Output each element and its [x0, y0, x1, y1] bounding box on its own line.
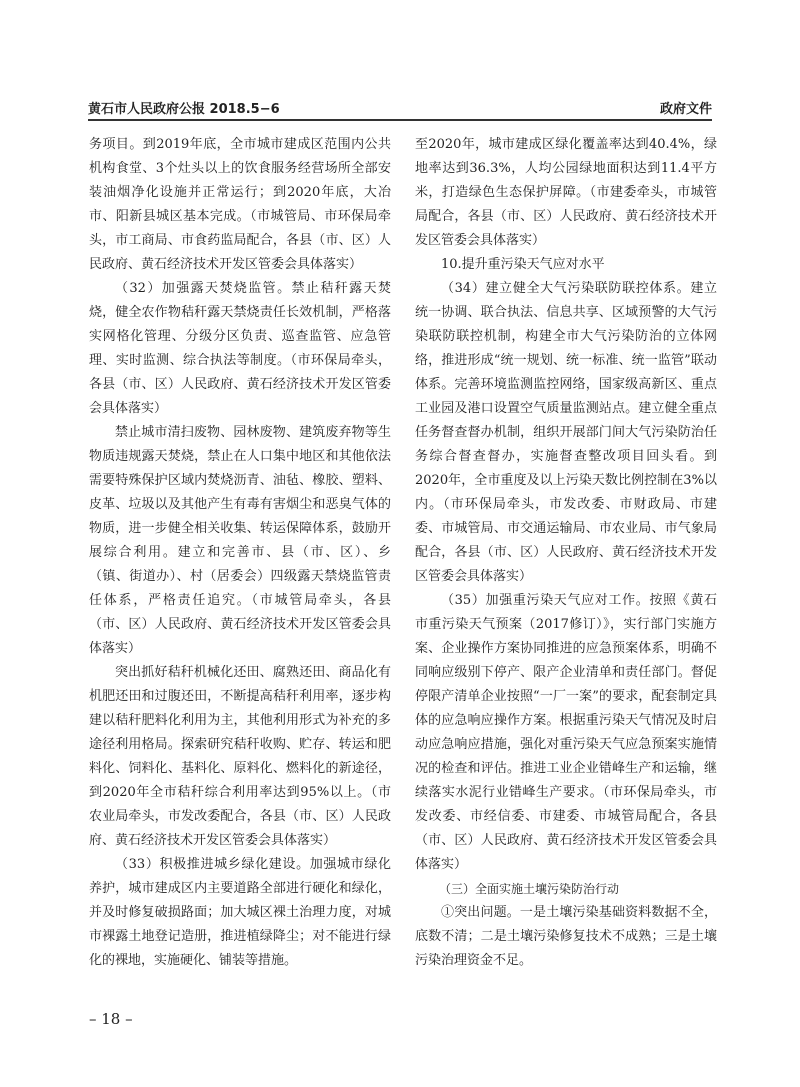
header-publication-title: 黄石市人民政府公报 2018.5−6 [88, 102, 280, 117]
paragraph: ①突出问题。一是土壤污染基础资料数据不全，底数不清；二是土壤污染修复技术不成熟；三是土壤污染治理资金不足。 [415, 905, 717, 968]
paragraph-item-33: （33）积极推进城乡绿化建设。加强城市绿化养护，城市建成区内主要道路全部进行硬化和绿化，并及时修复破损路面；加大城区裸土治理力度，对城市裸露土地登记造册，推进植绿降尘；对不能进行绿化的裸地，实施硬化、铺装等措施。 [89, 857, 391, 968]
right-text-column [415, 133, 717, 973]
subsection-heading: （三）全面实施土壤污染防治行动 [439, 882, 620, 896]
paragraph-item-35: （35）加强重污染天气应对工作。按照《黄石市重污染天气预案（2017修订）》，实行部门实施方案、企业操作方案协同推进的应急预案体系，明确不同响应级别下停产、限产企业清单和责任部门。督促停限产清单企业按照“一厂一案”的要求，配套制定具体的应急响应操作方案。根据重污染天气情况及时启动应急响应措施，强化对重污染天气应急预案实施情况的检查和评估。推进工业企业错峰生产和运输，继续落实水泥行业错峰生产要求。（市环保局牵头，市发改委、市经信委、市建委、市城管局配合，各县（市、区）人民政府、黄石经济技术开发区管委会具体落实） [415, 593, 717, 872]
paragraph-item-34: （34）建立健全大气污染联防联控体系。建立统一协调、联合执法、信息共享、区域预警的大气污染联防联控机制，构建全市大气污染防治的立体网络，推进形成“统一规划、统一标准、统一监管”联动体系。完善环境监测监控网络，国家级高新区、重点工业园及港口设置空气质量监测站点。建立健全重点任务督查督办机制，组织开展部门间大气污染防治任务综合督查督办，实施督查整改项目回头看。到2020年，全市重度及以上污染天数比例控制在3%以内。（市环保局牵头，市发改委、市财政局、市建委、市城管局、市交通运输局、市农业局、市气象局配合，各县（市、区）人民政府、黄石经济技术开发区管委会具体落实） [415, 281, 717, 584]
section-heading: 10.提升重污染天气应对水平 [441, 257, 605, 272]
paragraph: 至2020年，城市建成区绿化覆盖率达到40.4%，绿地率达到36.3%，人均公园绿地面积达到11.4平方米，打造绿色生态保护屏障。（市建委牵头，市城管局配合，各县（市、区）人民政府、黄石经济技术开发区管委会具体落实） [415, 137, 717, 248]
header-section-label: 政府文件 [659, 102, 712, 117]
page-number: – 18 – [89, 1010, 133, 1028]
header-rule [88, 119, 712, 121]
paragraph-item-32: （32）加强露天焚烧监管。禁止秸秆露天焚烧，健全农作物秸秆露天禁烧责任长效机制，严格落实网格化管理、分级分区负责、巡查监管、应急管理、实时监测、综合执法等制度。（市环保局牵头，各县（市、区）人民政府、黄石经济技术开发区管委会具体落实） [89, 281, 391, 416]
paragraph: 禁止城市清扫废物、园林废物、建筑废弃物等生物质违规露天焚烧，禁止在人口集中地区和其他依法需要特殊保护区域内焚烧沥青、油毡、橡胶、塑料、皮革、垃圾以及其他产生有毒有害烟尘和恶臭气体的物质，进一步健全相关收集、转运保障体系，鼓励开展综合利用。建立和完善市、县（市、区）、乡（镇、街道办）、村（居委会）四级露天禁烧监管责任体系，严格责任追究。（市城管局牵头，各县（市、区）人民政府、黄石经济技术开发区管委会具体落实） [89, 425, 391, 656]
paragraph: 突出抓好秸秆机械化还田、腐熟还田、商品化有机肥还田和过腹还田，不断提高秸秆利用率，逐步构建以秸秆肥料化利用为主，其他利用形式为补充的多途径利用格局。探索研究秸秆收购、贮存、转运和肥料化、饲料化、基料化、原料化、燃料化的新途径，到2020年全市秸秆综合利用率达到95%以上。（市农业局牵头，市发改委配合，各县（市、区）人民政府、黄石经济技术开发区管委会具体落实） [89, 665, 391, 848]
running-header [88, 96, 712, 118]
left-text-column [89, 133, 391, 973]
paragraph: 务项目。到2019年底，全市城市建成区范围内公共机构食堂、3个灶头以上的饮食服务经营场所全部安装油烟净化设施并正常运行；到2020年底，大冶市、阳新县城区基本完成。（市城管局、市环保局牵头，市工商局、市食药监局配合，各县（市、区）人民政府、黄石经济技术开发区管委会具体落实） [89, 137, 391, 272]
